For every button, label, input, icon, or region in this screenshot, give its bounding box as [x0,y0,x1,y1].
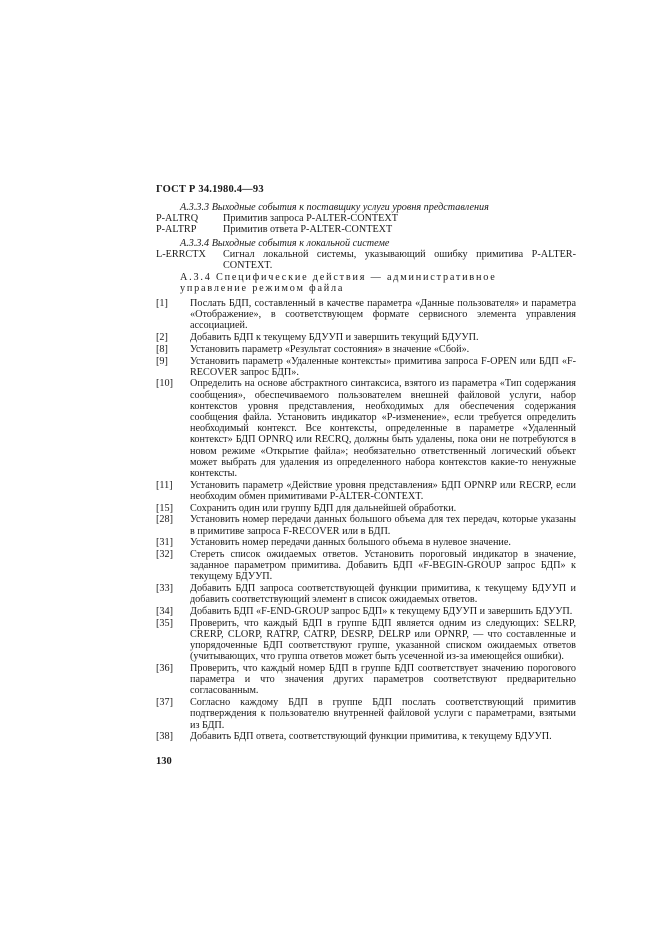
action-item [156,514,576,536]
primitive-row [156,249,576,271]
action-code: [15] [156,502,173,514]
action-item [156,618,576,663]
action-item [156,332,576,343]
action-text: Стереть список ожидаемых ответов. Установить пороговый индикатор в значение, заданное параметром примитива. Добавить БДП «F-BEGIN-GROUP запрос БДП» к текущему БДУУП. [190,548,576,583]
primitive-row [156,213,576,224]
action-code: [1] [156,298,168,309]
action-item [156,549,576,583]
action-text: Установить параметр «Действие уровня представления» БДП OPNRP или RECRP, если необходим обмен примитивами P-ALTER-CONTEXT. [190,479,576,502]
action-item [156,537,576,548]
section-3-3-4-title: А.3.3.4 Выходные события к локальной системе [180,238,390,249]
page-number: 130 [156,756,172,767]
action-code: [38] [156,731,173,743]
section-3-4-title-line2: управление режимом файла [180,283,345,295]
action-item [156,663,576,697]
action-code: [28] [156,514,173,526]
action-text: Установить номер передачи данных большого объема в нулевое значение. [190,537,511,549]
action-code: [31] [156,537,173,549]
document-header: ГОСТ Р 34.1980.4—93 [156,184,264,195]
action-item [156,503,576,514]
action-item [156,378,576,479]
action-item [156,480,576,502]
action-text: Проверить, что каждый номер БДП в группе БДП соответствует значению порогового параметра и что значения других параметров соответствуют предварительно согласованным. [190,663,576,697]
action-text: Добавить БДП к текущему БДУУП и завершить текущий БДУУП. [190,332,479,344]
action-text: Определить на основе абстрактного синтаксиса, взятого из параметра «Тип содержания сообщения», обеспечиваемого пользователем внешней файловой услуги, набор контекстов уровня представления, необходимых для обеспечения содержания сообщения файла. Установить индикатор «Р-изменение», если требуется определить необходимый контекст. Все контексты, определенные в параметре «Удаленный контекст» БДП OPNRQ или RECRQ, должны быть удалены, пока они не потребуются в новом режиме «Открытие файла»; необязательно ответственный логический объект может выбрать для удаления из определенного набора контекстов какие-то ненужные контексты. [190,378,576,480]
action-text: Установить параметр «Удаленные контексты» примитива запроса F-OPEN или БДП «F-RECOVER запрос БДП». [190,355,576,378]
action-item [156,731,576,742]
action-text: Установить параметр «Результат состояния» в значение «Сбой». [190,343,470,355]
primitive-text: Сигнал локальной системы, указывающий ошибку примитива P-ALTER-CONTEXT. [223,249,576,272]
section-3-4-title-line1: А.3.4 Специфические действия — административное [180,272,497,283]
action-text: Послать БДП, составленный в качестве параметра «Данные пользователя» и параметра «Отображение», в соответствующем формате сервисного элемента управления ассоциацией. [190,298,576,332]
action-code: [2] [156,332,168,344]
action-code: [32] [156,548,173,560]
action-code: [35] [156,617,173,629]
primitive-code: P-ALTRP [156,224,197,236]
action-code: [11] [156,479,173,491]
action-text: Согласно каждому БДП в группе БДП послать соответствующий примитив подтверждения к пользователю внутренней файловой услуги с параметрами, взятыми из БДП. [190,697,576,731]
action-text: Добавить БДП ответа, соответствующий функции примитива, к текущему БДУУП. [190,731,552,743]
action-item [156,356,576,378]
action-item [156,606,576,617]
action-code: [37] [156,697,173,709]
primitive-code: P-ALTRQ [156,213,199,225]
action-code: [36] [156,663,173,674]
section-3-3-3-title: А.3.3.3 Выходные события к поставщику услуги уровня представления [180,202,489,213]
primitive-row [156,224,576,235]
action-text: Добавить БДП «F-END-GROUP запрос БДП» к текущему БДУУП и завершить БДУУП. [190,605,573,617]
action-code: [33] [156,583,173,595]
section-3-3-4 [156,238,576,272]
action-item [156,697,576,731]
primitive-code: L-ERRCTX [156,249,206,261]
section-3-3-3 [156,202,576,236]
section-3-4 [156,272,576,294]
action-item [156,344,576,355]
action-item [156,583,576,605]
primitive-text: Примитив ответа P-ALTER-CONTEXT [223,224,393,236]
action-code: [10] [156,378,173,390]
action-code: [8] [156,343,168,355]
action-item [156,298,576,332]
action-code: [9] [156,355,168,367]
action-code: [34] [156,605,173,617]
action-text: Сохранить один или группу БДП для дальнейшей обработки. [190,502,457,514]
action-text: Проверить, что каждый БДП в группе БДП является одним из следующих: SELRP, CRERP, CLORP, RATRP, CATRP, DESRP, DELRP или OPNRP, — что составленные и упорядоченные БДП соответствуют группе, указанной списком ожидаемых ответов (учитывающих, что группа ответов может быть усеченной из-за имеющейся ошибки). [190,617,576,663]
action-text: Установить номер передачи данных большого объема для тех передач, которые указаны в примитиве запроса F-RECOVER или в БДП. [190,514,576,537]
actions-list [156,298,576,743]
primitive-text: Примитив запроса P-ALTER-CONTEXT [223,213,398,225]
action-text: Добавить БДП запроса соответствующей функции примитива, к текущему БДУУП и добавить соответствующий элемент в список ожидаемых ответов. [190,583,576,606]
